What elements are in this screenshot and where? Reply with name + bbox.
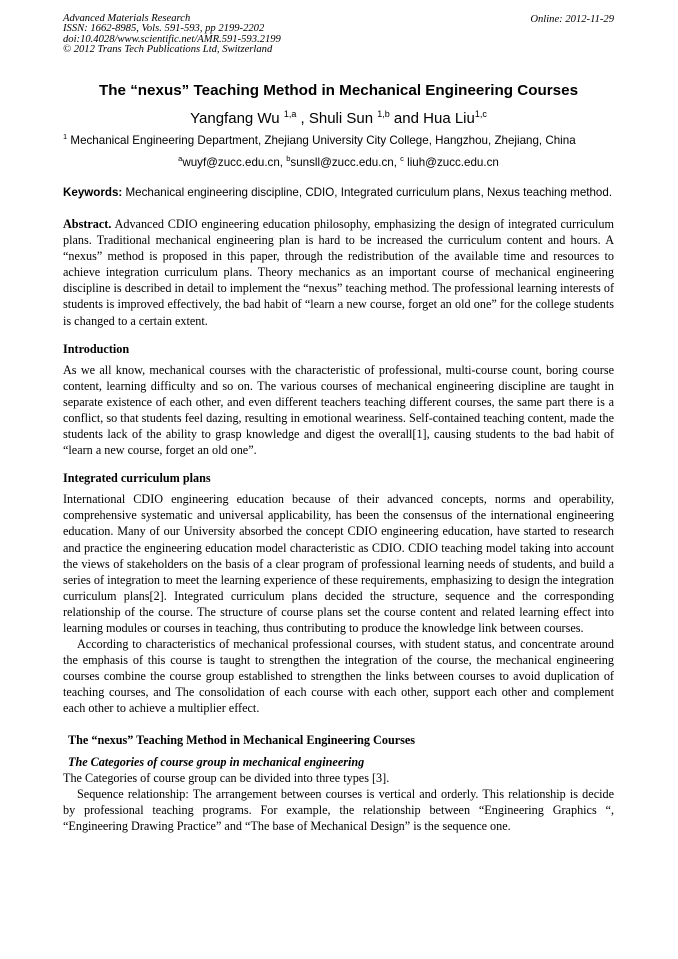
section-heading-integrated-curriculum: Integrated curriculum plans xyxy=(63,471,211,486)
author-superscript: 1,a xyxy=(283,109,297,119)
author-separator: and xyxy=(389,110,424,127)
paper-title: The “nexus” Teaching Method in Mechanical Engineering Courses xyxy=(98,82,579,99)
abstract xyxy=(63,216,614,329)
email-link[interactable]: sunsll@zucc.edu.cn, xyxy=(290,156,401,169)
author-superscript: 1,b xyxy=(377,109,390,119)
sequence-relationship-paragraph: Sequence relationship: The arrangement between courses is vertical and orderly. This relationship is decide by professional teaching programs. For example, the relationship between “Engineering Graphics “, “Engineering Drawing Practice” and “The base of Mechanical Design” is the sequence one. xyxy=(63,786,614,833)
section-heading-nexus-method: The “nexus” Teaching Method in Mechanical Engineering Courses xyxy=(68,732,416,747)
affiliation xyxy=(63,132,614,147)
integrated-curriculum-paragraph-1: International CDIO engineering education because of their advanced concepts, norms and operability, comprehensive systematic and universal applicability, has been the consensus of the international engineering education. Many of our University absorbed the concept CDIO engineering education, have started to research and practice the engineering education model characteristic as CDIO. CDIO teaching model taking into account the views of stakeholders on the basis of a clear program of professional learning needs of students, and build a series of integration to meet the learning experience of these requirements, emphasizing to design the integration curriculum plans[2]. Integrated curriculum plans decided the structure, sequence and the corresponding relationship of the course. The structure of course plans set the course content and related learning effect into learning modules or courses in teaching, thus contributing to produce the knowledge link between courses. xyxy=(63,492,614,635)
email-superscript: b xyxy=(286,154,291,163)
email-superscript: c xyxy=(400,154,404,163)
abstract-label: Abstract. xyxy=(63,217,112,231)
abstract-text: Advanced CDIO engineering education philosophy, emphasizing the design of integrated curriculum plans. Traditional mechanical engineering plan is hard to be increased the curriculum content and hours. A “nexus” method is proposed in this paper, through the redistribution of the available time and resources to achieve integration curriculum plans. Theory mechanics as an important course of mechanical engineering discipline is described in detail to implement the “nexus” teaching method. The professional learning interests of students is improved effectively, the bad habit of “learn a new course, forget an old one” for the college students is changed to a certain extent. xyxy=(63,217,614,328)
author-emails xyxy=(63,154,614,169)
online-date: Online: 2012-11-29 xyxy=(530,14,614,25)
section-heading-introduction: Introduction xyxy=(63,341,130,356)
introduction-paragraph: As we all know, mechanical courses with the characteristic of professional, multi-course count, boring course content, learning difficulty and so on. The various courses of mechanical engineering discipline are taught in separate existence of each other, and even different teachers teaching different courses, the same part there is a conflict, so that students feel dazing, resulting in emotional weariness. Self-contained teaching content, made the students lack of the ability to grasp knowledge and digest the overall[1], causing students to the bad habit of “learn a new course, forget an old one”. xyxy=(63,362,614,458)
journal-doi[interactable]: doi:10.4028/www.scientific.net/AMR.591-593.2199 xyxy=(63,33,281,45)
affiliation-superscript: 1 xyxy=(63,132,68,141)
author-name: Yangfang Wu xyxy=(190,110,280,127)
author-name: Shuli Sun xyxy=(308,110,374,127)
keywords-text: Mechanical engineering discipline, CDIO, Integrated curriculum plans, Nexus teaching method. xyxy=(122,186,613,199)
keywords-label: Keywords: xyxy=(63,186,123,199)
integrated-curriculum-paragraph-2: According to characteristics of mechanical professional courses, with student status, and concentrate around the emphasis of this course is taught to strengthen the integration of the course, the mechanical engineering courses combine the course group established to strengthen the links between courses to avoid duplication of teaching courses, and The consolidation of each course with each other, support each other and complement each other to achieve a multiplier effect. xyxy=(63,637,614,716)
paper-page xyxy=(63,14,614,834)
subsection-heading-categories: The Categories of course group in mechanical engineering xyxy=(68,754,365,769)
email-link[interactable]: liuh@zucc.edu.cn xyxy=(403,156,499,169)
categories-paragraph: The Categories of course group can be divided into three types [3]. xyxy=(63,770,390,785)
author-name: Hua Liu xyxy=(423,110,475,127)
journal-name: Advanced Materials Research xyxy=(63,13,191,24)
affiliation-text: Mechanical Engineering Department, Zhejiang University City College, Hangzhou, Zhejiang, China xyxy=(70,134,576,147)
email-link[interactable]: wuyf@zucc.edu.cn, xyxy=(182,156,287,169)
author-separator: , xyxy=(296,110,309,127)
keywords xyxy=(63,186,614,200)
email-superscript: a xyxy=(178,154,183,163)
author-list xyxy=(63,109,614,127)
author-superscript: 1,c xyxy=(474,109,487,119)
journal-issn: ISSN: 1662-8985, Vols. 591-593, pp 2199-2202 xyxy=(63,23,265,35)
journal-copyright: © 2012 Trans Tech Publications Ltd, Switzerland xyxy=(63,44,273,56)
journal-header xyxy=(63,14,614,70)
